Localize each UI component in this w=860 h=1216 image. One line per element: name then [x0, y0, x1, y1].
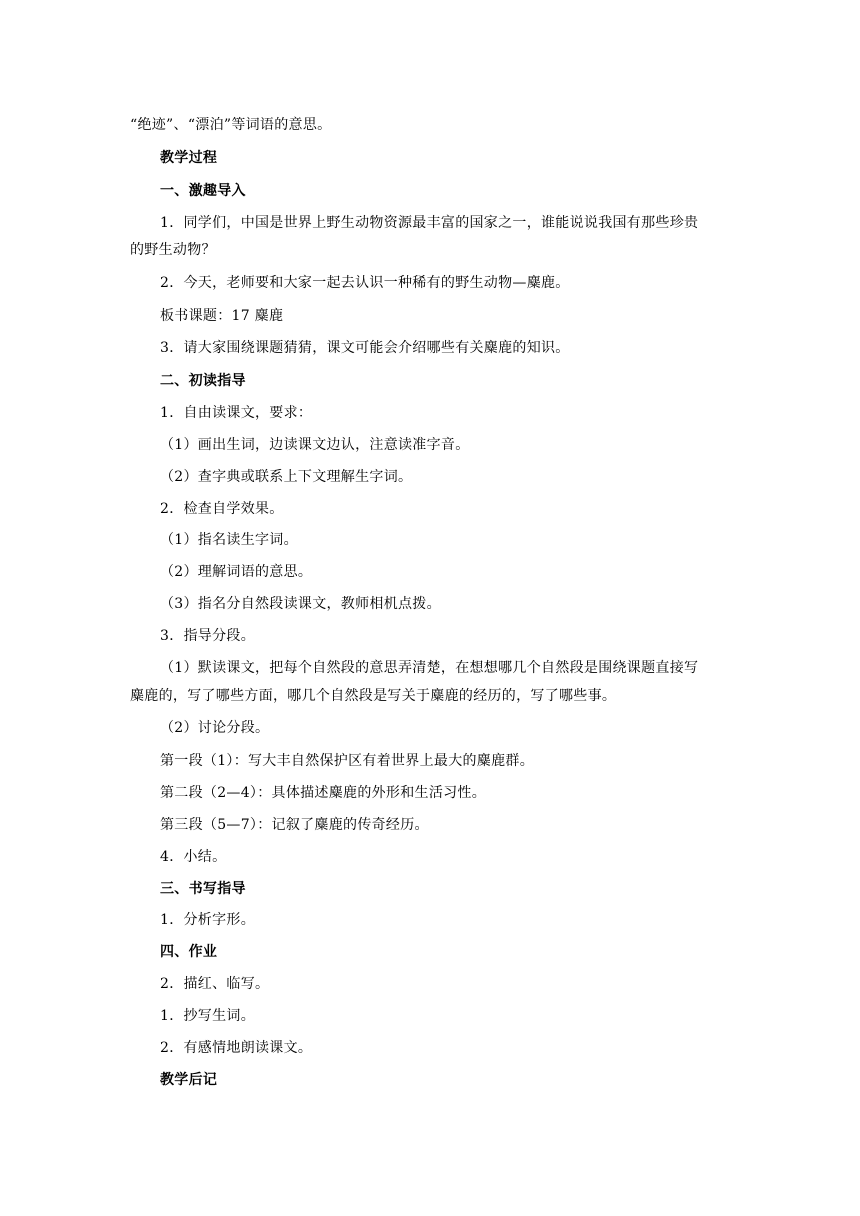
text-line: 4．小结。	[160, 849, 227, 865]
text-line: 1．分析字形。	[160, 912, 256, 928]
text-line: 板书课题：17 麋鹿	[160, 308, 284, 324]
text-line: 第三段（5—7）：记叙了麋鹿的传奇经历。	[160, 817, 429, 833]
text-line: 1．同学们，中国是世界上野生动物资源最丰富的国家之一，谁能说说我国有那些珍贵	[160, 215, 699, 231]
text-line: 1．自由读课文，要求：	[160, 405, 313, 421]
text-line: （1）默读课文，把每个自然段的意思弄清楚，在想想哪几个自然段是围绕课题直接写	[160, 660, 699, 676]
section-heading: 教学过程	[160, 150, 218, 166]
section-heading: 教学后记	[160, 1072, 218, 1088]
text-line: 第二段（2—4）：具体描述麋鹿的外形和生活习性。	[160, 785, 487, 801]
section-heading: 二、初读指导	[160, 373, 246, 389]
text-line: 的野生动物？	[130, 242, 216, 258]
text-line: “绝迹”、“漂泊”等词语的意思。	[130, 117, 332, 133]
text-line: （3）指名分自然段读课文，教师相机点拨。	[160, 596, 441, 612]
text-line: （2）查字典或联系上下文理解生字词。	[160, 469, 413, 485]
section-heading: 四、作业	[160, 944, 218, 960]
text-line: （1）指名读生字词。	[160, 532, 298, 548]
text-line: 2．描红、临写。	[160, 976, 270, 992]
text-line: 1．抄写生词。	[160, 1008, 256, 1024]
text-line: 2．今天，老师要和大家一起去认识一种稀有的野生动物—麋鹿。	[160, 275, 570, 291]
text-line: （2）理解词语的意思。	[160, 564, 313, 580]
section-heading: 三、书写指导	[160, 881, 246, 897]
text-line: 3．指导分段。	[160, 628, 256, 644]
section-heading: 一、激趣导入	[160, 183, 246, 199]
text-line: 3．请大家围绕课题猜猜，课文可能会介绍哪些有关麋鹿的知识。	[160, 340, 570, 356]
text-line: （1）画出生词，边读课文边认，注意读准字音。	[160, 437, 470, 453]
text-line: 2．检查自学效果。	[160, 501, 284, 517]
text-line: 2．有感情地朗读课文。	[160, 1040, 313, 1056]
text-line: 麋鹿的，写了哪些方面，哪几个自然段是写关于麋鹿的经历的，写了哪些事。	[130, 688, 617, 704]
text-line: 第一段（1）：写大丰自然保护区有着世界上最大的麋鹿群。	[160, 753, 535, 769]
text-line: （2）讨论分段。	[160, 720, 270, 736]
